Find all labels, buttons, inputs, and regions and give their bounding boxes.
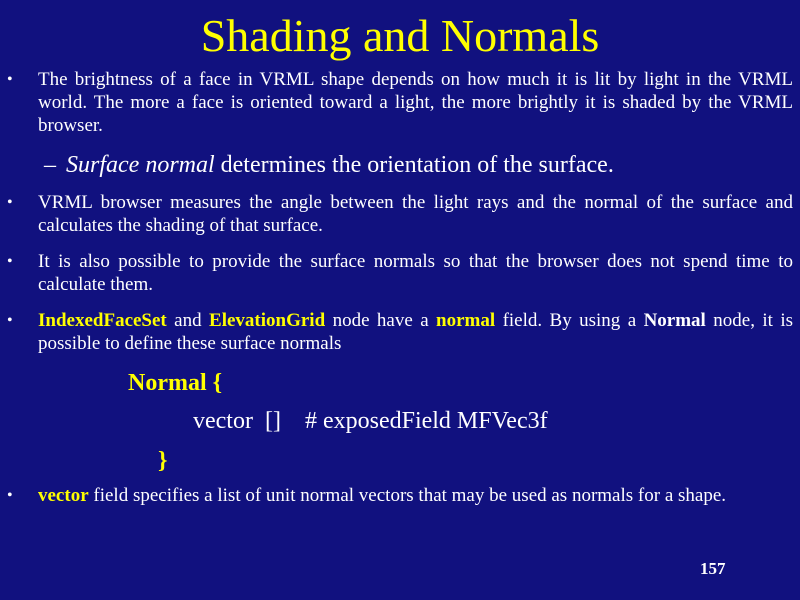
code-vector-field: vector [193,408,253,434]
bullet-vector-field [7,484,793,507]
bullet-marker: • [7,194,13,211]
sub-bullet-text: determines the orientation of the surface. [214,152,614,178]
surface-normal-term: Surface normal [66,152,215,178]
slide-title: Shading and Normals [200,10,600,61]
bullet-text: VRML browser measures the angle between the light rays and the normal of the surface and calculates the shading of that surface. [38,192,793,236]
code-normal-close [158,446,167,476]
bullet-text-end: node, it is possible to define these surface normals [38,310,793,354]
sub-bullet-marker: – [44,152,56,178]
bullet-text: field specifies a list of unit normal vectors that may be used as normals for a shape. [88,485,727,506]
vector-term: vector [38,485,89,506]
bullet-marker: • [7,253,13,270]
code-normal-open [128,368,222,398]
indexedfaceset-term: IndexedFaceSet [38,310,167,331]
bullet-text: It is also possible to provide the surface normals so that the browser does not spend time to calculate them. [38,251,793,295]
bullet-marker: • [7,487,13,504]
bullet-marker: • [7,71,13,88]
bullet-brightness [7,68,793,137]
bullet-browser-measures [7,191,793,237]
bullet-text-node-have: node have a [325,310,437,331]
bullet-text-by-using: field. By using a [495,310,644,331]
code-closing-brace: } [158,448,168,474]
code-vector-default: [] [264,408,281,434]
code-vector-line [193,406,548,436]
page-number: 157 [700,559,726,578]
code-normal-keyword: Normal { [128,370,223,396]
bullet-text-and: and [166,310,210,331]
bullet-marker: • [7,312,13,329]
normal-node-term: Normal [643,310,706,331]
sub-bullet-surface-normal [44,150,764,180]
elevationgrid-term: ElevationGrid [209,310,326,331]
bullet-provide-normals [7,250,793,296]
code-vector-comment: # exposedField MFVec3f [304,408,548,434]
bullet-node-normal-field [7,309,793,355]
normal-field-term: normal [436,310,496,331]
bullet-text: The brightness of a face in VRML shape depends on how much it is lit by light in the VRML world. The more a face is oriented toward a light, the more brightly it is shaded by the VRML browser. [38,69,793,136]
